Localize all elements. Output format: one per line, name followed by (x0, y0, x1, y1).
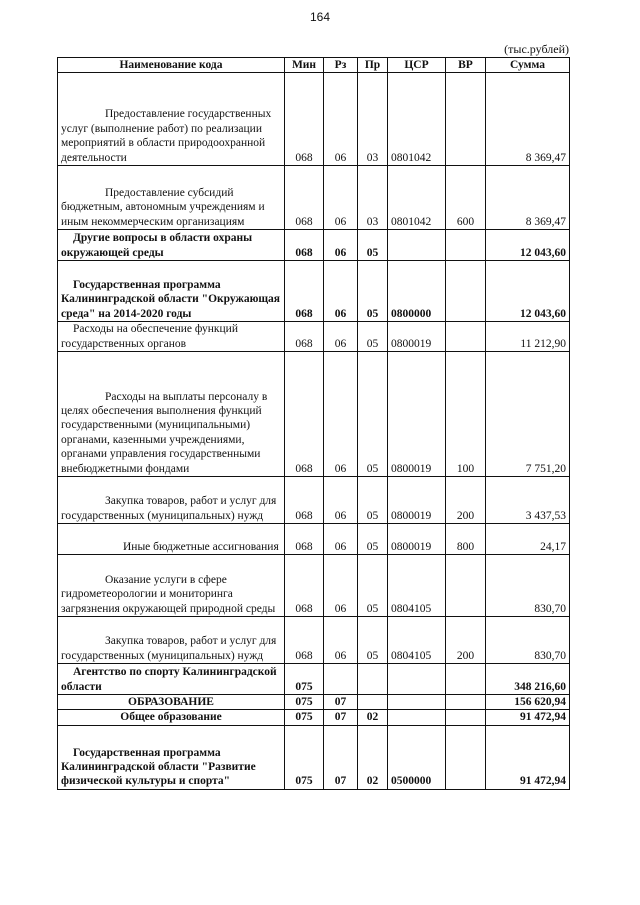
header-csr: ЦСР (388, 58, 446, 73)
row-sum: 830,70 (486, 555, 570, 617)
row-sum: 3 437,53 (486, 477, 570, 524)
header-min: Мин (285, 58, 324, 73)
row-pr: 05 (358, 352, 388, 477)
row-csr: 0800019 (388, 477, 446, 524)
row-pr (358, 664, 388, 695)
row-sum: 12 043,60 (486, 230, 570, 261)
row-sum: 91 472,94 (486, 710, 570, 725)
row-min: 068 (285, 617, 324, 664)
row-pr: 05 (358, 524, 388, 555)
header-sum: Сумма (486, 58, 570, 73)
row-rz: 06 (324, 261, 358, 322)
row-vr: 100 (446, 352, 486, 477)
table-row (58, 166, 570, 230)
budget-table (57, 57, 570, 790)
row-csr: 0801042 (388, 73, 446, 166)
row-min: 075 (285, 664, 324, 695)
row-name: Иные бюджетные ассигнования (58, 524, 285, 555)
table-row (58, 477, 570, 524)
table-row (58, 524, 570, 555)
row-csr: 0800019 (388, 352, 446, 477)
row-rz: 06 (324, 322, 358, 352)
row-sum: 8 369,47 (486, 166, 570, 230)
row-rz: 06 (324, 617, 358, 664)
row-vr: 200 (446, 477, 486, 524)
row-name: Закупка товаров, работ и услуг для государственных (муниципальных) нужд (58, 617, 285, 664)
row-rz: 06 (324, 477, 358, 524)
row-sum: 7 751,20 (486, 352, 570, 477)
row-vr (446, 73, 486, 166)
row-sum: 830,70 (486, 617, 570, 664)
row-min: 068 (285, 352, 324, 477)
row-sum: 156 620,94 (486, 695, 570, 710)
row-vr (446, 664, 486, 695)
row-vr (446, 322, 486, 352)
row-rz: 07 (324, 710, 358, 725)
table-row (58, 555, 570, 617)
row-pr: 05 (358, 261, 388, 322)
table-row (58, 230, 570, 261)
row-pr: 03 (358, 73, 388, 166)
row-vr (446, 710, 486, 725)
row-csr: 0800019 (388, 322, 446, 352)
row-csr: 0801042 (388, 166, 446, 230)
header-name: Наименование кода (58, 58, 285, 73)
row-vr (446, 261, 486, 322)
row-pr (358, 695, 388, 710)
table-row (58, 73, 570, 166)
row-sum: 12 043,60 (486, 261, 570, 322)
table-row (58, 710, 570, 725)
row-name: Другие вопросы в области охраны окружающей среды (58, 230, 285, 261)
row-vr: 200 (446, 617, 486, 664)
row-rz: 07 (324, 695, 358, 710)
row-csr: 0800019 (388, 524, 446, 555)
row-csr: 0500000 (388, 725, 446, 789)
table-row (58, 725, 570, 789)
row-csr (388, 230, 446, 261)
row-min: 075 (285, 710, 324, 725)
row-min: 068 (285, 477, 324, 524)
row-sum: 24,17 (486, 524, 570, 555)
table-row (58, 617, 570, 664)
table-row (58, 664, 570, 695)
row-vr (446, 230, 486, 261)
row-csr: 0804105 (388, 617, 446, 664)
row-name: Оказание услуги в сфере гидрометеорологии и мониторинга загрязнения окружающей природной среды (58, 555, 285, 617)
row-vr: 600 (446, 166, 486, 230)
page-number: 164 (309, 10, 331, 24)
table-row (58, 352, 570, 477)
row-name: Общее образование (58, 710, 285, 725)
table-row (58, 695, 570, 710)
row-sum: 11 212,90 (486, 322, 570, 352)
row-sum: 8 369,47 (486, 73, 570, 166)
row-pr: 02 (358, 725, 388, 789)
header-rz: Рз (324, 58, 358, 73)
row-csr (388, 710, 446, 725)
row-min: 075 (285, 725, 324, 789)
row-rz: 06 (324, 524, 358, 555)
row-rz: 06 (324, 352, 358, 477)
row-name: Агентство по спорту Калининградской области (58, 664, 285, 695)
row-min: 068 (285, 322, 324, 352)
row-rz: 07 (324, 725, 358, 789)
row-name: Государственная программа Калининградской области "Развитие физической культуры и спорта" (58, 725, 285, 789)
row-pr: 05 (358, 617, 388, 664)
row-name: Государственная программа Калининградской области "Окружающая среда" на 2014-2020 годы (58, 261, 285, 322)
row-min: 068 (285, 261, 324, 322)
row-sum: 91 472,94 (486, 725, 570, 789)
units-label: (тыс.рублей) (504, 42, 569, 56)
row-pr: 05 (358, 230, 388, 261)
row-name: Расходы на обеспечение функций государственных органов (58, 322, 285, 352)
row-rz (324, 664, 358, 695)
row-name: Предоставление государственных услуг (выполнение работ) по реализации мероприятий в области природоохранной деятельности (58, 73, 285, 166)
row-min: 068 (285, 73, 324, 166)
header-pr: Пр (358, 58, 388, 73)
row-pr: 05 (358, 477, 388, 524)
table-row (58, 261, 570, 322)
row-pr: 05 (358, 322, 388, 352)
row-vr (446, 555, 486, 617)
header-vr: ВР (446, 58, 486, 73)
row-name: ОБРАЗОВАНИЕ (58, 695, 285, 710)
row-vr (446, 695, 486, 710)
table-header-row (58, 58, 570, 73)
row-name: Расходы на выплаты персоналу в целях обеспечения выполнения функций государственными (муниципальными) органами, казенными учреждениями, органами управления государственными внебюджетными фондами (58, 352, 285, 477)
row-min: 075 (285, 695, 324, 710)
row-vr (446, 725, 486, 789)
table-row (58, 322, 570, 352)
row-min: 068 (285, 524, 324, 555)
row-min: 068 (285, 555, 324, 617)
row-name: Закупка товаров, работ и услуг для государственных (муниципальных) нужд (58, 477, 285, 524)
row-pr: 03 (358, 166, 388, 230)
row-csr: 0800000 (388, 261, 446, 322)
row-rz: 06 (324, 230, 358, 261)
row-pr: 05 (358, 555, 388, 617)
row-csr (388, 664, 446, 695)
row-name: Предоставление субсидий бюджетным, автономным учреждениям и иным некоммерческим организациям (58, 166, 285, 230)
row-rz: 06 (324, 73, 358, 166)
row-rz: 06 (324, 555, 358, 617)
row-csr (388, 695, 446, 710)
row-min: 068 (285, 166, 324, 230)
row-vr: 800 (446, 524, 486, 555)
row-rz: 06 (324, 166, 358, 230)
row-sum: 348 216,60 (486, 664, 570, 695)
row-pr: 02 (358, 710, 388, 725)
row-min: 068 (285, 230, 324, 261)
row-csr: 0804105 (388, 555, 446, 617)
